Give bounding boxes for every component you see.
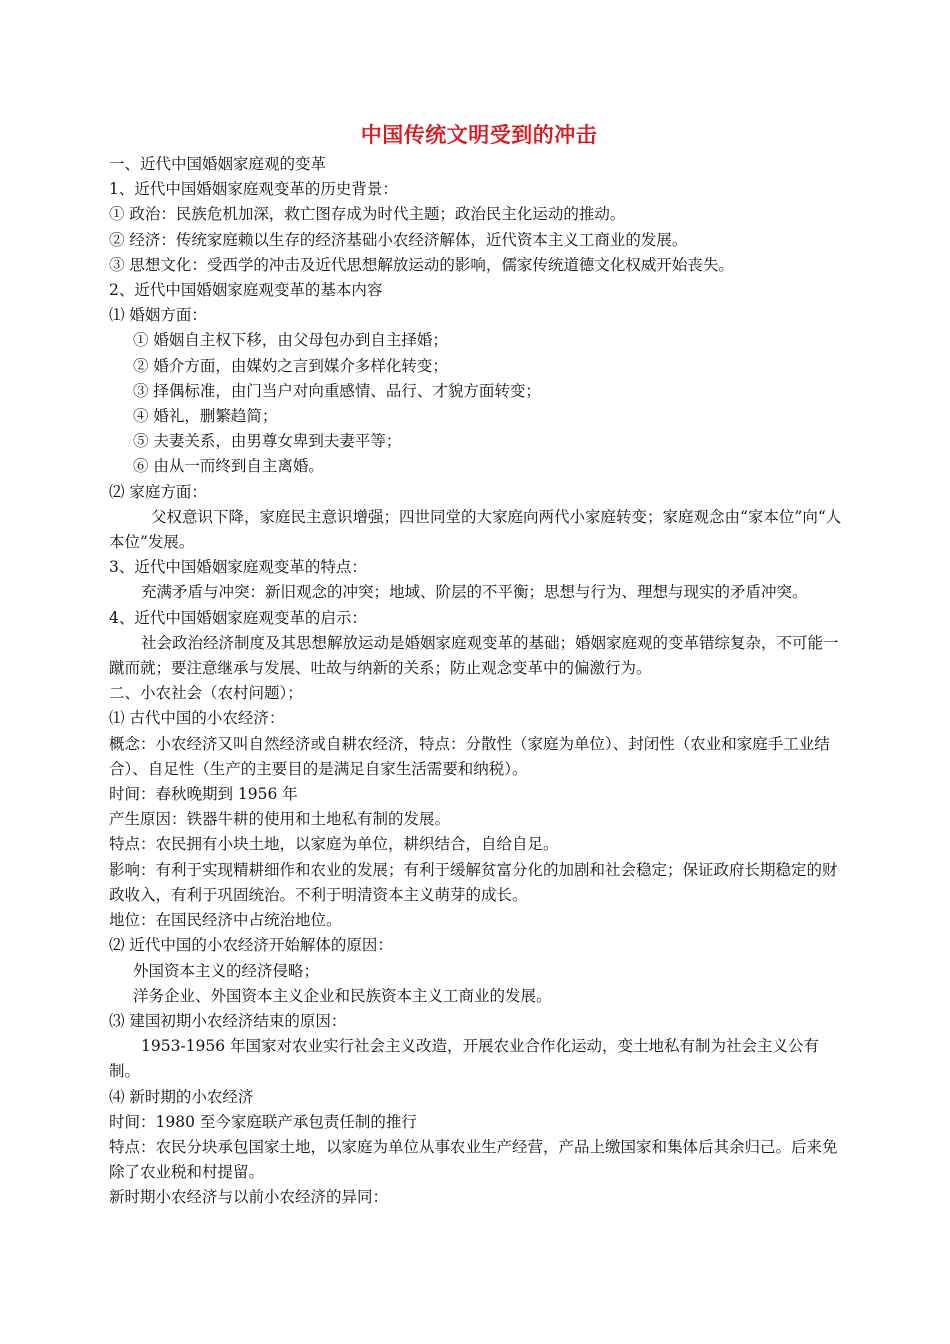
paragraph: 地位：在国民经济中占统治地位。 xyxy=(109,911,342,930)
list-item: ② 婚介方面，由媒妁之言到媒介多样化转变； xyxy=(133,356,448,375)
list-item: 洋务企业、外国资本主义企业和民族资本主义工商业的发展。 xyxy=(133,986,552,1005)
section-heading: 一、近代中国婚姻家庭观的变革 xyxy=(109,155,327,173)
paragraph: 产生原因：铁器牛耕的使用和土地私有制的发展。 xyxy=(109,810,451,829)
sub-heading: ⑶ 建国初期小农经济结束的原因： xyxy=(109,1011,347,1030)
sub-heading: ⑵ 近代中国的小农经济开始解体的原因： xyxy=(109,936,393,955)
section-heading: 二、小农社会（农村问题）； xyxy=(109,684,303,703)
list-item: ① 婚姻自主权下移，由父母包办到自主择婚； xyxy=(133,331,448,350)
list-item: 外国资本主义的经济侵略； xyxy=(133,961,320,980)
paragraph: 影响：有利于实现精耕细作和农业的发展；有利于缓解贫富分化的加剧和社会稳定；保证政府长期稳定的财政收入，有利于巩固统治。不利于明清资本主义萌芽的成长。 xyxy=(109,860,838,904)
subsection-heading: 1、近代中国婚姻家庭观变革的历史背景： xyxy=(109,180,398,199)
sub-heading: ⑵ 家庭方面： xyxy=(109,482,207,501)
document-title: 中国传统文明受到的冲击 xyxy=(360,123,598,147)
list-item: ③ 思想文化：受西学的冲击及近代思想解放运动的影响，儒家传统道德文化权威开始丧失。 xyxy=(109,255,734,274)
sub-heading: ⑴ 古代中国的小农经济： xyxy=(109,709,285,728)
paragraph: 新时期小农经济与以前小农经济的异同： xyxy=(109,1188,389,1207)
paragraph: 父权意识下降，家庭民主意识增强；四世同堂的大家庭向两代小家庭转变；家庭观念由“家本位”向“人本位”发展。 xyxy=(109,507,842,552)
subsection-heading: 4、近代中国婚姻家庭观变革的启示： xyxy=(109,608,367,627)
paragraph: 1953-1956 年国家对农业实行社会主义改造，开展农业合作化运动，变土地私有制为社会主义公有制。 xyxy=(109,1037,820,1081)
paragraph: 特点：农民拥有小块土地，以家庭为单位，耕织结合，自给自足。 xyxy=(109,835,559,854)
sub-heading: ⑷ 新时期的小农经济 xyxy=(109,1087,254,1106)
list-item: ① 政治：民族危机加深，救亡图存成为时代主题；政治民主化运动的推动。 xyxy=(109,205,626,224)
list-item: ⑥ 由从一而终到自主离婚。 xyxy=(133,457,324,476)
paragraph: 充满矛盾与冲突：新旧观念的冲突；地域、阶层的不平衡；思想与行为、理想与现实的矛盾冲突。 xyxy=(141,583,808,602)
paragraph: 社会政治经济制度及其思想解放运动是婚姻家庭观变革的基础；婚姻家庭观的变革错综复杂，不可能一蹴而就；要注意继承与发展、吐故与纳新的关系；防止观念变革中的偏激行为。 xyxy=(109,633,839,678)
list-item: ② 经济：传统家庭赖以生存的经济基础小农经济解体，近代资本主义工商业的发展。 xyxy=(109,230,688,249)
paragraph: 时间：春秋晚期到 1956 年 xyxy=(109,785,298,804)
document-page xyxy=(109,118,849,1211)
sub-heading: ⑴ 婚姻方面： xyxy=(109,306,207,325)
paragraph: 概念：小农经济又叫自然经济或自耕农经济，特点：分散性（家庭为单位）、封闭性（农业和家庭手工业结合）、自足性（生产的主要目的是满足自家生活需要和纳税）。 xyxy=(109,734,830,778)
subsection-heading: 3、近代中国婚姻家庭观变革的特点： xyxy=(109,558,367,577)
subsection-heading: 2、近代中国婚姻家庭观变革的基本内容 xyxy=(109,281,383,300)
list-item: ③ 择偶标准，由门当户对向重感情、品行、才貌方面转变； xyxy=(133,381,541,400)
paragraph: 时间：1980 至今家庭联产承包责任制的推行 xyxy=(109,1112,417,1131)
paragraph: 特点：农民分块承包国家土地，以家庭为单位从事农业生产经营，产品上缴国家和集体后其余归己。后来免除了农业税和村提留。 xyxy=(109,1137,838,1182)
list-item: ⑤ 夫妻关系，由男尊女卑到夫妻平等； xyxy=(133,432,402,451)
list-item: ④ 婚礼，删繁趋简； xyxy=(133,407,278,426)
